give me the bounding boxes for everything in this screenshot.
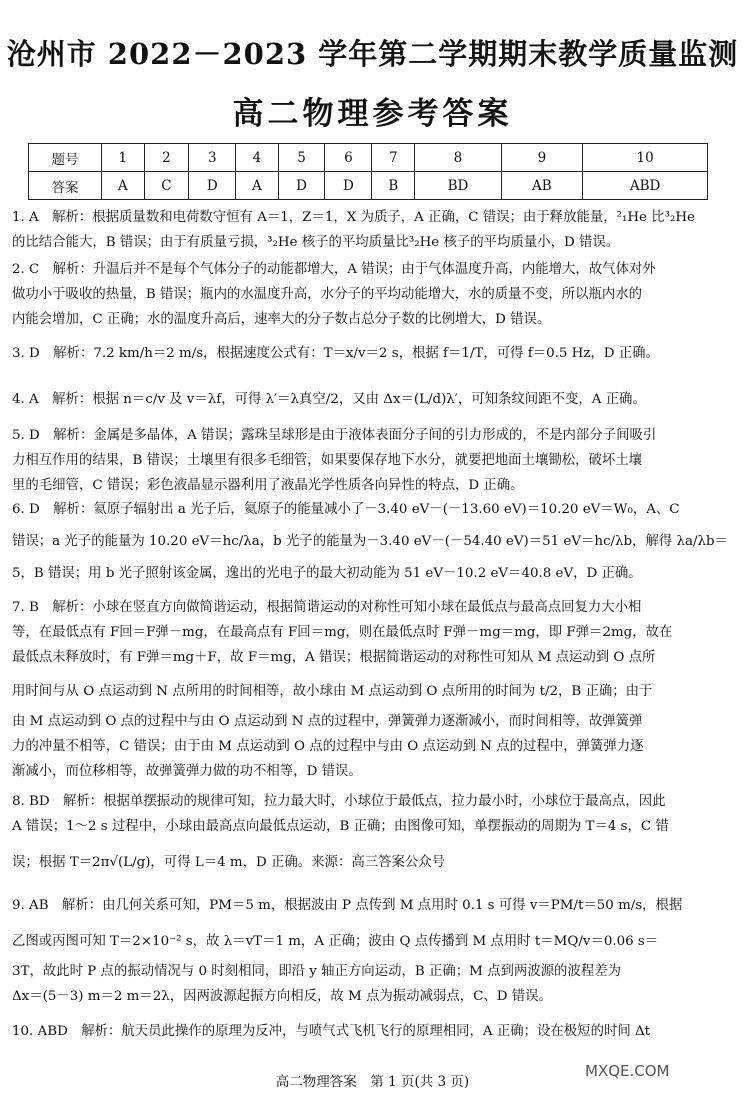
answer-cell: A	[102, 172, 145, 200]
solution-line: 1. A 解析：根据质量数和电荷数守恒有 A＝1，Z＝1，X 为质子，A 正确，C 错误；由于释放能量，²₁He 比³₂He	[12, 210, 695, 225]
row-label-question: 题号	[29, 144, 102, 172]
solution-line: 的比结合能大，B 错误；由于有质量亏损，³₂He 核子的平均质量比³₂He 核子的平均质量小，D 错误。	[12, 235, 620, 250]
solution-q5	[12, 426, 734, 496]
solution-line: 内能会增加，C 正确；水的温度升高后，速率大的分子数占总分子数的比例增大，D 错误。	[12, 312, 551, 327]
solution-line: 里的毛细管，C 错误；彩色液晶显示器利用了液晶光学性质各向异性的特点，D 正确。	[12, 478, 524, 493]
answer-cell: C	[144, 172, 189, 200]
solution-line: 做功小于吸收的热量，B 错误；瓶内的水温度升高，水分子的平均动能增大，水的质量不变，所以瓶内水的	[12, 287, 643, 302]
solution-line: 5，B 错误；用 b 光子照射该金属，逸出的光电子的最大初动能为 51 eV－10.2 eV＝40.8 eV，D 正确。	[12, 566, 642, 581]
solution-line: 错误；a 光子的能量为 10.20 eV＝hc/λa，b 光子的能量为－3.40 eV－(－54.40 eV)＝51 eV＝hc/λb，解得 λa/λb＝	[12, 534, 728, 549]
question-number: 1	[102, 144, 145, 172]
answer-cell: ABD	[583, 172, 708, 200]
question-number: 2	[144, 144, 189, 172]
solution-line: A 错误；1～2 s 过程中，小球由最高点向最低点运动，B 正确；由图像可知，单摆振动的周期为 T＝4 s，C 错	[12, 819, 669, 834]
solution-line: 4. A 解析：根据 n＝c/v 及 v＝λf，可得 λ′＝λ真空/2，又由 Δx＝(L/d)λ′，可知条纹间距不变，A 正确。	[12, 392, 646, 407]
solution-q6	[12, 500, 734, 584]
solution-line: 力相互作用的结果，B 错误；土壤里有很多毛细管，如果要保存地下水分，就要把地面土壤锄松，破坏土壤	[12, 453, 643, 468]
answer-cell: D	[325, 172, 372, 200]
solution-line: 渐减小，而位移相等，故弹簧弹力做的功不相等，D 错误。	[12, 764, 362, 779]
question-number: 4	[236, 144, 279, 172]
watermark: MXQE.COM	[585, 1062, 670, 1080]
solution-line: 3T，故此时 P 点的振动情况与 0 时刻相同，即沿 y 轴正方向运动，B 正确；M 点到两波源的波程差为	[12, 964, 621, 979]
question-number: 9	[501, 144, 583, 172]
page-subtitle: 高二物理参考答案	[232, 96, 513, 132]
answer-cell: AB	[501, 172, 583, 200]
solution-q8	[12, 792, 734, 873]
question-number: 8	[415, 144, 501, 172]
answer-cell: B	[372, 172, 415, 200]
solution-line: 等，在最低点有 F回＝F弹－mg，在最高点有 F回＝mg，则在最低点时 F弹－mg＝mg，即 F弹＝2mg，故在	[12, 625, 673, 640]
question-number: 7	[372, 144, 415, 172]
solution-q10	[12, 1022, 734, 1042]
solution-line: 2. C 解析：升温后并不是每个气体分子的动能都增大，A 错误；由于气体温度升高，内能增大，故气体对外	[12, 262, 656, 277]
solution-line: 用时间与从 O 点运动到 N 点所用的时间相等，故小球由 M 点运动到 O 点所用的时间为 t/2，B 正确；由于	[12, 684, 653, 699]
solution-q1	[12, 208, 734, 253]
solution-q3	[12, 344, 734, 364]
answer-table	[28, 143, 708, 200]
solution-line: 8. BD 解析：根据单摆振动的规律可知，拉力最大时，小球位于最低点，拉力最小时，小球位于最高点，因此	[12, 794, 666, 809]
question-number: 5	[278, 144, 325, 172]
solution-q2	[12, 260, 734, 330]
solution-line: 乙图或丙图可知 T＝2×10⁻² s，故 λ＝vT＝1 m，A 正确；波由 Q 点传播到 M 点用时 t＝MQ/v＝0.06 s＝	[12, 934, 659, 949]
page-footer: 高二物理答案 第 1 页(共 3 页)	[275, 1074, 470, 1090]
solution-line: 3. D 解析：7.2 km/h＝2 m/s，根据速度公式有：T＝x/v＝2 s，根据 f＝1/T，可得 f＝0.5 Hz，D 正确。	[12, 346, 659, 361]
solution-line: 由 M 点运动到 O 点的过程中与由 O 点运动到 N 点的过程中，弹簧弹力逐渐减小，而时间相等，故弹簧弹	[12, 714, 643, 729]
page-title: 沧州市 2022－2023 学年第二学期期末教学质量监测	[6, 37, 739, 71]
solution-q9	[12, 896, 734, 1007]
answer-cell: D	[278, 172, 325, 200]
question-number-row	[29, 144, 708, 172]
answer-row	[29, 172, 708, 200]
solution-line: 最低点未释放时，有 F弹＝mg＋F，故 F＝mg，A 错误；根据简谐运动的对称性可知从 M 点运动到 O 点所	[12, 650, 656, 665]
solution-line: 7. B 解析：小球在竖直方向做简谐运动，根据简谐运动的对称性可知小球在最低点与最高点回复力大小相	[12, 600, 642, 615]
answer-cell: A	[236, 172, 279, 200]
solution-line: 5. D 解析：金属是多晶体，A 错误；露珠呈球形是由于液体表面分子间的引力形成的，不是内部分子间吸引	[12, 428, 657, 443]
solution-line: 9. AB 解析：由几何关系可知，PM＝5 m，根据波由 P 点传到 M 点用时 0.1 s 可得 v＝PM/t＝50 m/s，根据	[12, 898, 683, 913]
row-label-answer: 答案	[29, 172, 102, 200]
solution-line: Δx＝(5－3) m＝2 m＝2λ，因两波源起振方向相反，故 M 点为振动减弱点，C、D 错误。	[12, 989, 552, 1004]
solution-line: 误；根据 T＝2π√(L/g)，可得 L＝4 m，D 正确。来源：高三答案公众号	[12, 855, 446, 870]
question-number: 6	[325, 144, 372, 172]
solution-q4	[12, 390, 734, 410]
solution-line: 力的冲量不相等，C 错误；由于由 M 点运动到 O 点的过程中与由 O 点运动到 N 点的过程中，弹簧弹力逐	[12, 739, 644, 754]
question-number: 3	[189, 144, 236, 172]
solution-q7	[12, 598, 734, 782]
answer-cell: BD	[415, 172, 501, 200]
solution-line: 6. D 解析：氦原子辐射出 a 光子后，氦原子的能量减小了－3.40 eV－(－13.60 eV)＝10.20 eV＝W₀，A、C	[12, 502, 680, 517]
question-number: 10	[583, 144, 708, 172]
solution-line: 10. ABD 解析：航天员此操作的原理为反冲，与喷气式飞机飞行的原理相同，A 正确；设在极短的时间 Δt	[12, 1024, 651, 1039]
answer-cell: D	[189, 172, 236, 200]
